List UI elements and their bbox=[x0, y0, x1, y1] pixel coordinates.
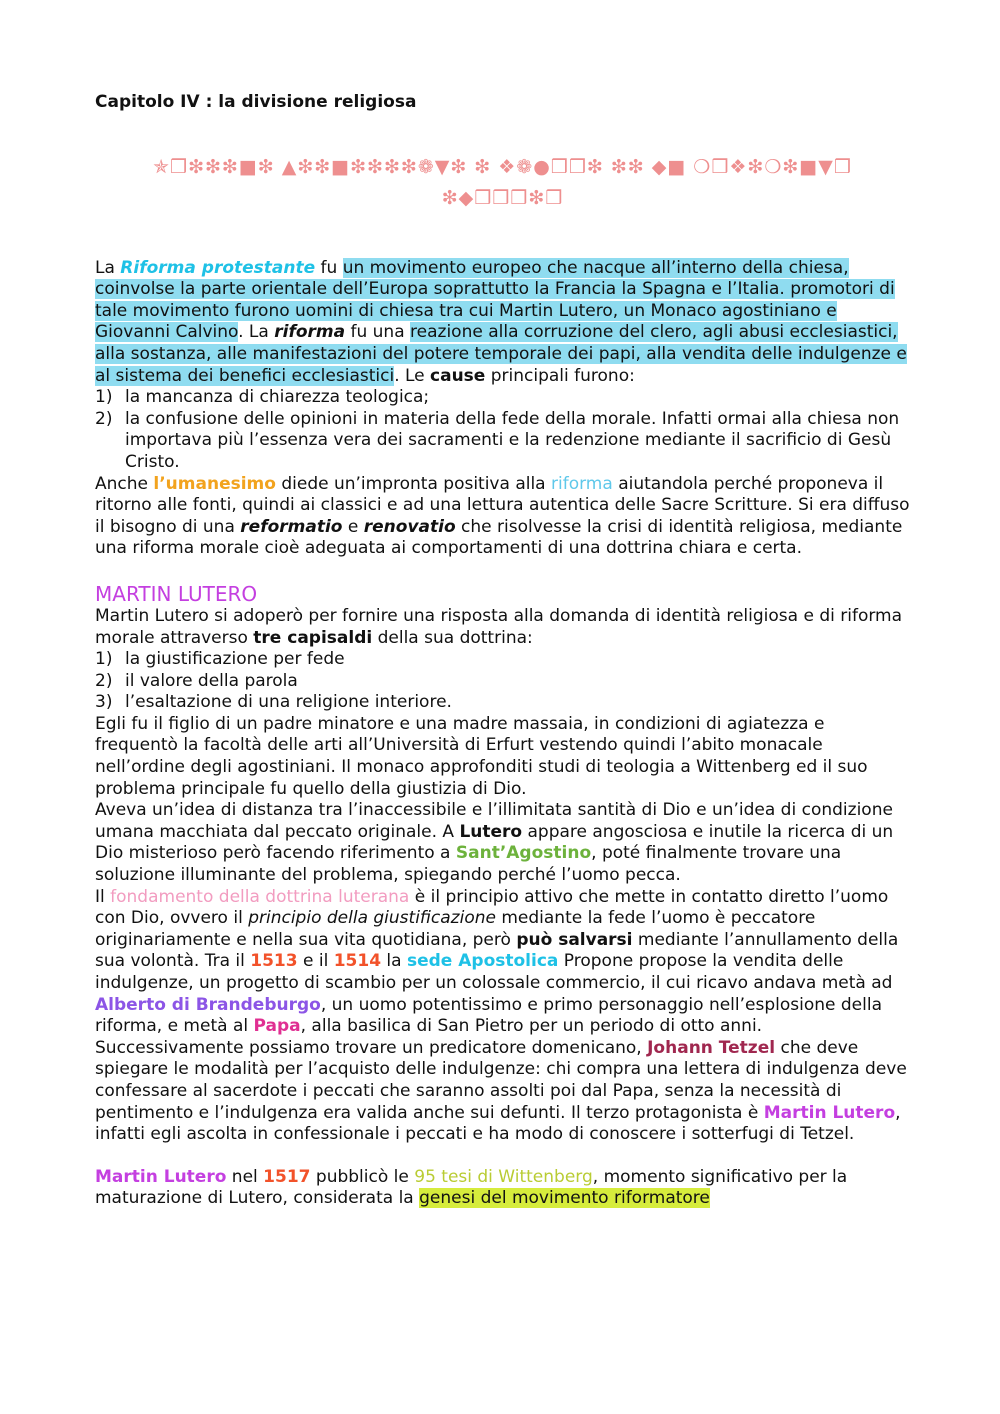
term-martin-lutero: Martin Lutero bbox=[763, 1102, 896, 1123]
text-run: Anche bbox=[95, 473, 154, 494]
pillars-list bbox=[95, 649, 910, 714]
text-run: della sua dottrina: bbox=[372, 627, 533, 648]
list-item bbox=[95, 409, 910, 474]
list-item-text: la mancanza di chiarezza teologica; bbox=[125, 387, 430, 408]
text-run: Martin Lutero si adoperò per fornire una risposta alla domanda di identità religiosa e di riforma morale attraverso bbox=[95, 605, 903, 648]
term-tre-capisaldi: tre capisaldi bbox=[253, 627, 373, 648]
decorative-heading-line2: ❇◆❒❒❒❇❒ bbox=[441, 186, 564, 209]
highlight-definition: un movimento europeo che nacque all’interno della chiesa, coinvolse la parte orientale dell’Europa soprattutto la Francia la Spagna e l’Italia. promotori di tale movimento furono uomini di chiesa tra cui Martin Lutero, un Monaco agostiniano e Giovanni Calvino bbox=[95, 257, 895, 343]
list-number: 3) bbox=[95, 692, 113, 713]
term-renovatio: renovatio bbox=[363, 516, 456, 537]
term-95-tesi: 95 tesi di Wittenberg bbox=[414, 1166, 593, 1187]
text-run: diede un’impronta positiva alla bbox=[275, 473, 552, 494]
list-number: 1) bbox=[95, 387, 113, 408]
term-johann-tetzel: Johann Tetzel bbox=[647, 1037, 776, 1058]
term-umanesimo: l’umanesimo bbox=[153, 473, 276, 494]
text-run: , poté finalmente trovare una soluzione illuminante del problema, spiegando perché l’uomo pecca. bbox=[95, 843, 842, 886]
text-run: mediante la fede l’uomo è peccatore originariamente e nella sua vita quotidiana, però bbox=[95, 908, 816, 950]
list-item bbox=[95, 692, 910, 714]
year-1513: 1513 bbox=[250, 951, 298, 972]
text-run: fu una bbox=[345, 322, 411, 343]
text-run: aiutandola perché proponeva il ritorno alle fonti, quindi ai classici e ad una lettura autentica delle Sacre Scritture. Si era diffuso il bisogno di una bbox=[95, 473, 910, 537]
text-run: e il bbox=[297, 951, 334, 972]
text-run: , infatti egli ascolta in confessionale i peccati e ha modo di conoscere i sotterfugi di Tetzel. bbox=[95, 1102, 901, 1145]
text-run: , alla basilica di San Pietro per un periodo di otto anni. Successivamente possiamo trovare un predicatore domenicano, bbox=[95, 1016, 763, 1058]
term-cause: cause bbox=[430, 365, 486, 386]
term-papa: Papa bbox=[253, 1016, 301, 1037]
text-run: Aveva un’idea di distanza tra l’inaccessibile e l’illimitata santità di Dio e un’idea di condizione umana macchiata dal peccato originale. A bbox=[95, 800, 893, 842]
text-run: , un uomo potentissimo e primo personaggio nell’esplosione della riforma, e metà al bbox=[95, 994, 882, 1037]
text-run: e bbox=[342, 516, 364, 537]
year-1514: 1514 bbox=[333, 951, 382, 972]
text-run: pubblicò le bbox=[310, 1166, 415, 1187]
text-run: Il bbox=[95, 886, 111, 907]
term-martin-lutero: Martin Lutero bbox=[95, 1166, 227, 1187]
highlight-reaction: reazione alla corruzione del clero, agli abusi ecclesiastici, alla sostanza, alle manifestazioni del potere temporale dei papi, alla vendita delle indulgenze e al sistema dei benefici ecclesiastici bbox=[95, 322, 907, 386]
list-item bbox=[95, 649, 910, 671]
text-run: che risolvesse la crisi di identità religiosa, mediante una riforma morale cioè adeguata ai comportamenti di una dottrina chiara e certa. bbox=[95, 516, 903, 559]
idea-paragraph bbox=[95, 800, 910, 886]
list-number: 1) bbox=[95, 649, 113, 670]
term-sant-agostino: Sant’Agostino bbox=[455, 843, 592, 864]
list-item-text: il valore della parola bbox=[125, 670, 298, 691]
text-run: è il principio attivo che mette in contatto diretto l’uomo con Dio, ovvero il bbox=[95, 886, 889, 929]
bio-paragraph: Egli fu il figlio di un padre minatore e una madre massaia, in condizioni di agiatezza e frequentò la facoltà delle arti all’Università di Erfurt vestendo quindi l’abito monacale nell’ordine degli agostiniani. Il monaco approfonditi studi di teologia a Wittenberg ed il suo problema principale fu quello della giustizia di Dio. bbox=[95, 713, 868, 799]
intro-paragraph bbox=[95, 258, 910, 388]
list-item-text: la giustificazione per fede bbox=[125, 649, 345, 670]
list-item bbox=[95, 387, 910, 409]
term-reformatio: reformatio bbox=[240, 516, 343, 537]
decorative-heading-line1: ✯❒❇❇❇■❇ ▲❇❇■❇❇❇❇❁▼❇ ❇ ❖❁●❒❒❇ ❇❇ ◆■ ❍❒❖❇❍❇■▼❒ bbox=[153, 155, 852, 178]
text-run: La bbox=[95, 257, 121, 278]
text-run: la bbox=[381, 951, 407, 972]
text-run: fu bbox=[315, 257, 343, 278]
umanesimo-paragraph bbox=[95, 474, 910, 560]
decorative-heading bbox=[95, 152, 910, 214]
term-riforma-protestante: Riforma protestante bbox=[120, 257, 316, 278]
text-run: Propone propose la vendita delle indulgenze, un progetto di scambio per un colossale commercio, il cui ricavo andava metà ad bbox=[95, 951, 893, 993]
year-1517: 1517 bbox=[263, 1166, 311, 1187]
fondamento-paragraph bbox=[95, 887, 910, 1146]
text-run: , momento significativo per la maturazione di Lutero, considerata la bbox=[95, 1166, 848, 1209]
term-sede-apostolica: sede Apostolica bbox=[406, 951, 559, 972]
chapter-title: Capitolo IV : la divisione religiosa bbox=[95, 92, 417, 112]
term-lutero: Lutero bbox=[459, 821, 523, 842]
causes-list bbox=[95, 387, 910, 473]
term-puo-salvarsi: può salvarsi bbox=[516, 929, 633, 950]
text-run: nel bbox=[226, 1166, 264, 1187]
term-alberto-di-brandeburgo: Alberto di Brandeburgo bbox=[95, 994, 321, 1015]
tesi-paragraph bbox=[95, 1167, 910, 1210]
list-item-text: l’esaltazione di una religione interiore. bbox=[125, 692, 452, 713]
term-principio-giustificazione: principio della giustificazione bbox=[248, 908, 496, 929]
text-run: appare angosciosa e inutile la ricerca di un Dio misterioso però facendo riferimento a bbox=[95, 821, 894, 864]
lutero-intro-paragraph bbox=[95, 606, 910, 649]
document-page bbox=[95, 92, 910, 1210]
spacer bbox=[95, 1146, 910, 1167]
list-number: 2) bbox=[95, 670, 113, 691]
list-item bbox=[95, 671, 910, 693]
text-run: . Le bbox=[394, 365, 431, 386]
text-run: principali furono: bbox=[485, 365, 635, 386]
section-title-martin-lutero: MARTIN LUTERO bbox=[95, 581, 258, 606]
list-number: 2) bbox=[95, 408, 113, 429]
term-fondamento: fondamento della dottrina luterana bbox=[110, 886, 410, 907]
term-riforma-light: riforma bbox=[551, 473, 613, 494]
list-item-text: la confusione delle opinioni in materia della fede della morale. Infatti ormai alla chiesa non importava più l’essenza vera dei sacramenti e la redenzione mediante il sacrificio di Gesù Cristo. bbox=[125, 408, 900, 472]
term-riforma: riforma bbox=[274, 322, 346, 343]
text-run: . La bbox=[238, 322, 275, 343]
text-run: che deve spiegare le modalità per l’acquisto delle indulgenze: chi compra una lettera di indulgenza deve confessare al sacerdote i peccati che saranno assolti poi dal Papa, senza la necessità di pentimento e l’indulgenza era valida anche sui defunti. Il terzo protagonista è bbox=[95, 1037, 907, 1123]
text-run: mediante l’annullamento della sua volontà. Tra il bbox=[95, 929, 899, 972]
highlight-genesi: genesi del movimento riformatore bbox=[419, 1188, 710, 1209]
